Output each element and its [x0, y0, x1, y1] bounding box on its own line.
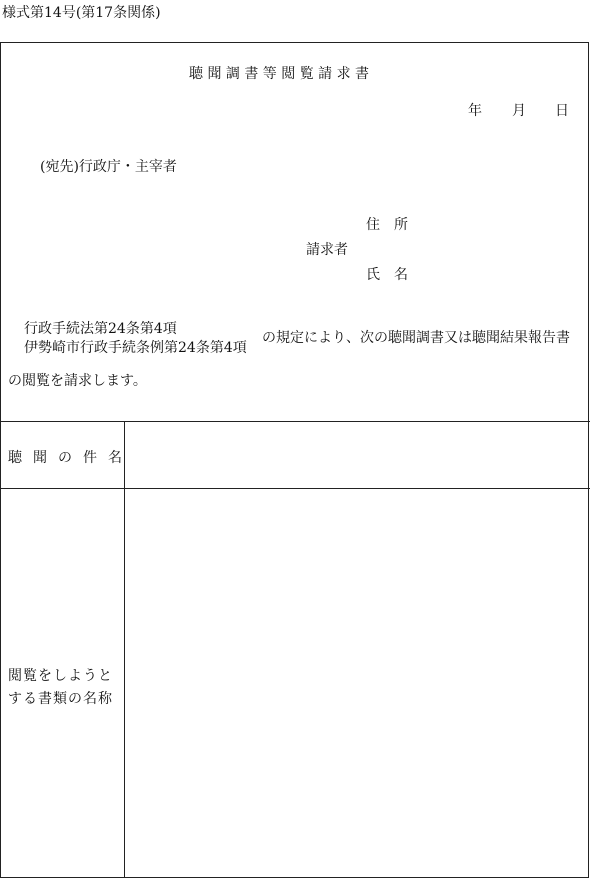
addressee: (宛先)行政庁・主宰者: [40, 159, 177, 175]
ordinance-reference: 伊勢崎市行政手続条例第24条第4項: [24, 340, 247, 356]
request-clause: の規定により、次の聴聞調書又は聴聞結果報告書: [262, 330, 570, 346]
hearing-subject-field[interactable]: [126, 422, 588, 486]
label-column-divider: [124, 421, 125, 878]
date-month: 月: [512, 103, 526, 119]
form-title: 聴 聞 調 書 等 閲 覧 請 求 書: [189, 66, 370, 82]
request-closing: の閲覧を請求します。: [8, 373, 147, 389]
form-number: 様式第14号(第17条関係): [2, 5, 161, 21]
documents-field[interactable]: [126, 489, 588, 877]
address-label: 住 所: [366, 217, 408, 233]
date-day: 日: [555, 103, 569, 119]
documents-label-line2: する書類の名称: [8, 691, 113, 707]
requester-label: 請求者: [306, 242, 348, 258]
date-year: 年: [468, 103, 482, 119]
hearing-subject-label: 聴聞の件名: [8, 450, 133, 466]
name-label: 氏 名: [366, 267, 408, 283]
documents-label-line1: 閲覧をしようと: [8, 668, 113, 684]
law-reference: 行政手続法第24条第4項: [24, 321, 177, 337]
